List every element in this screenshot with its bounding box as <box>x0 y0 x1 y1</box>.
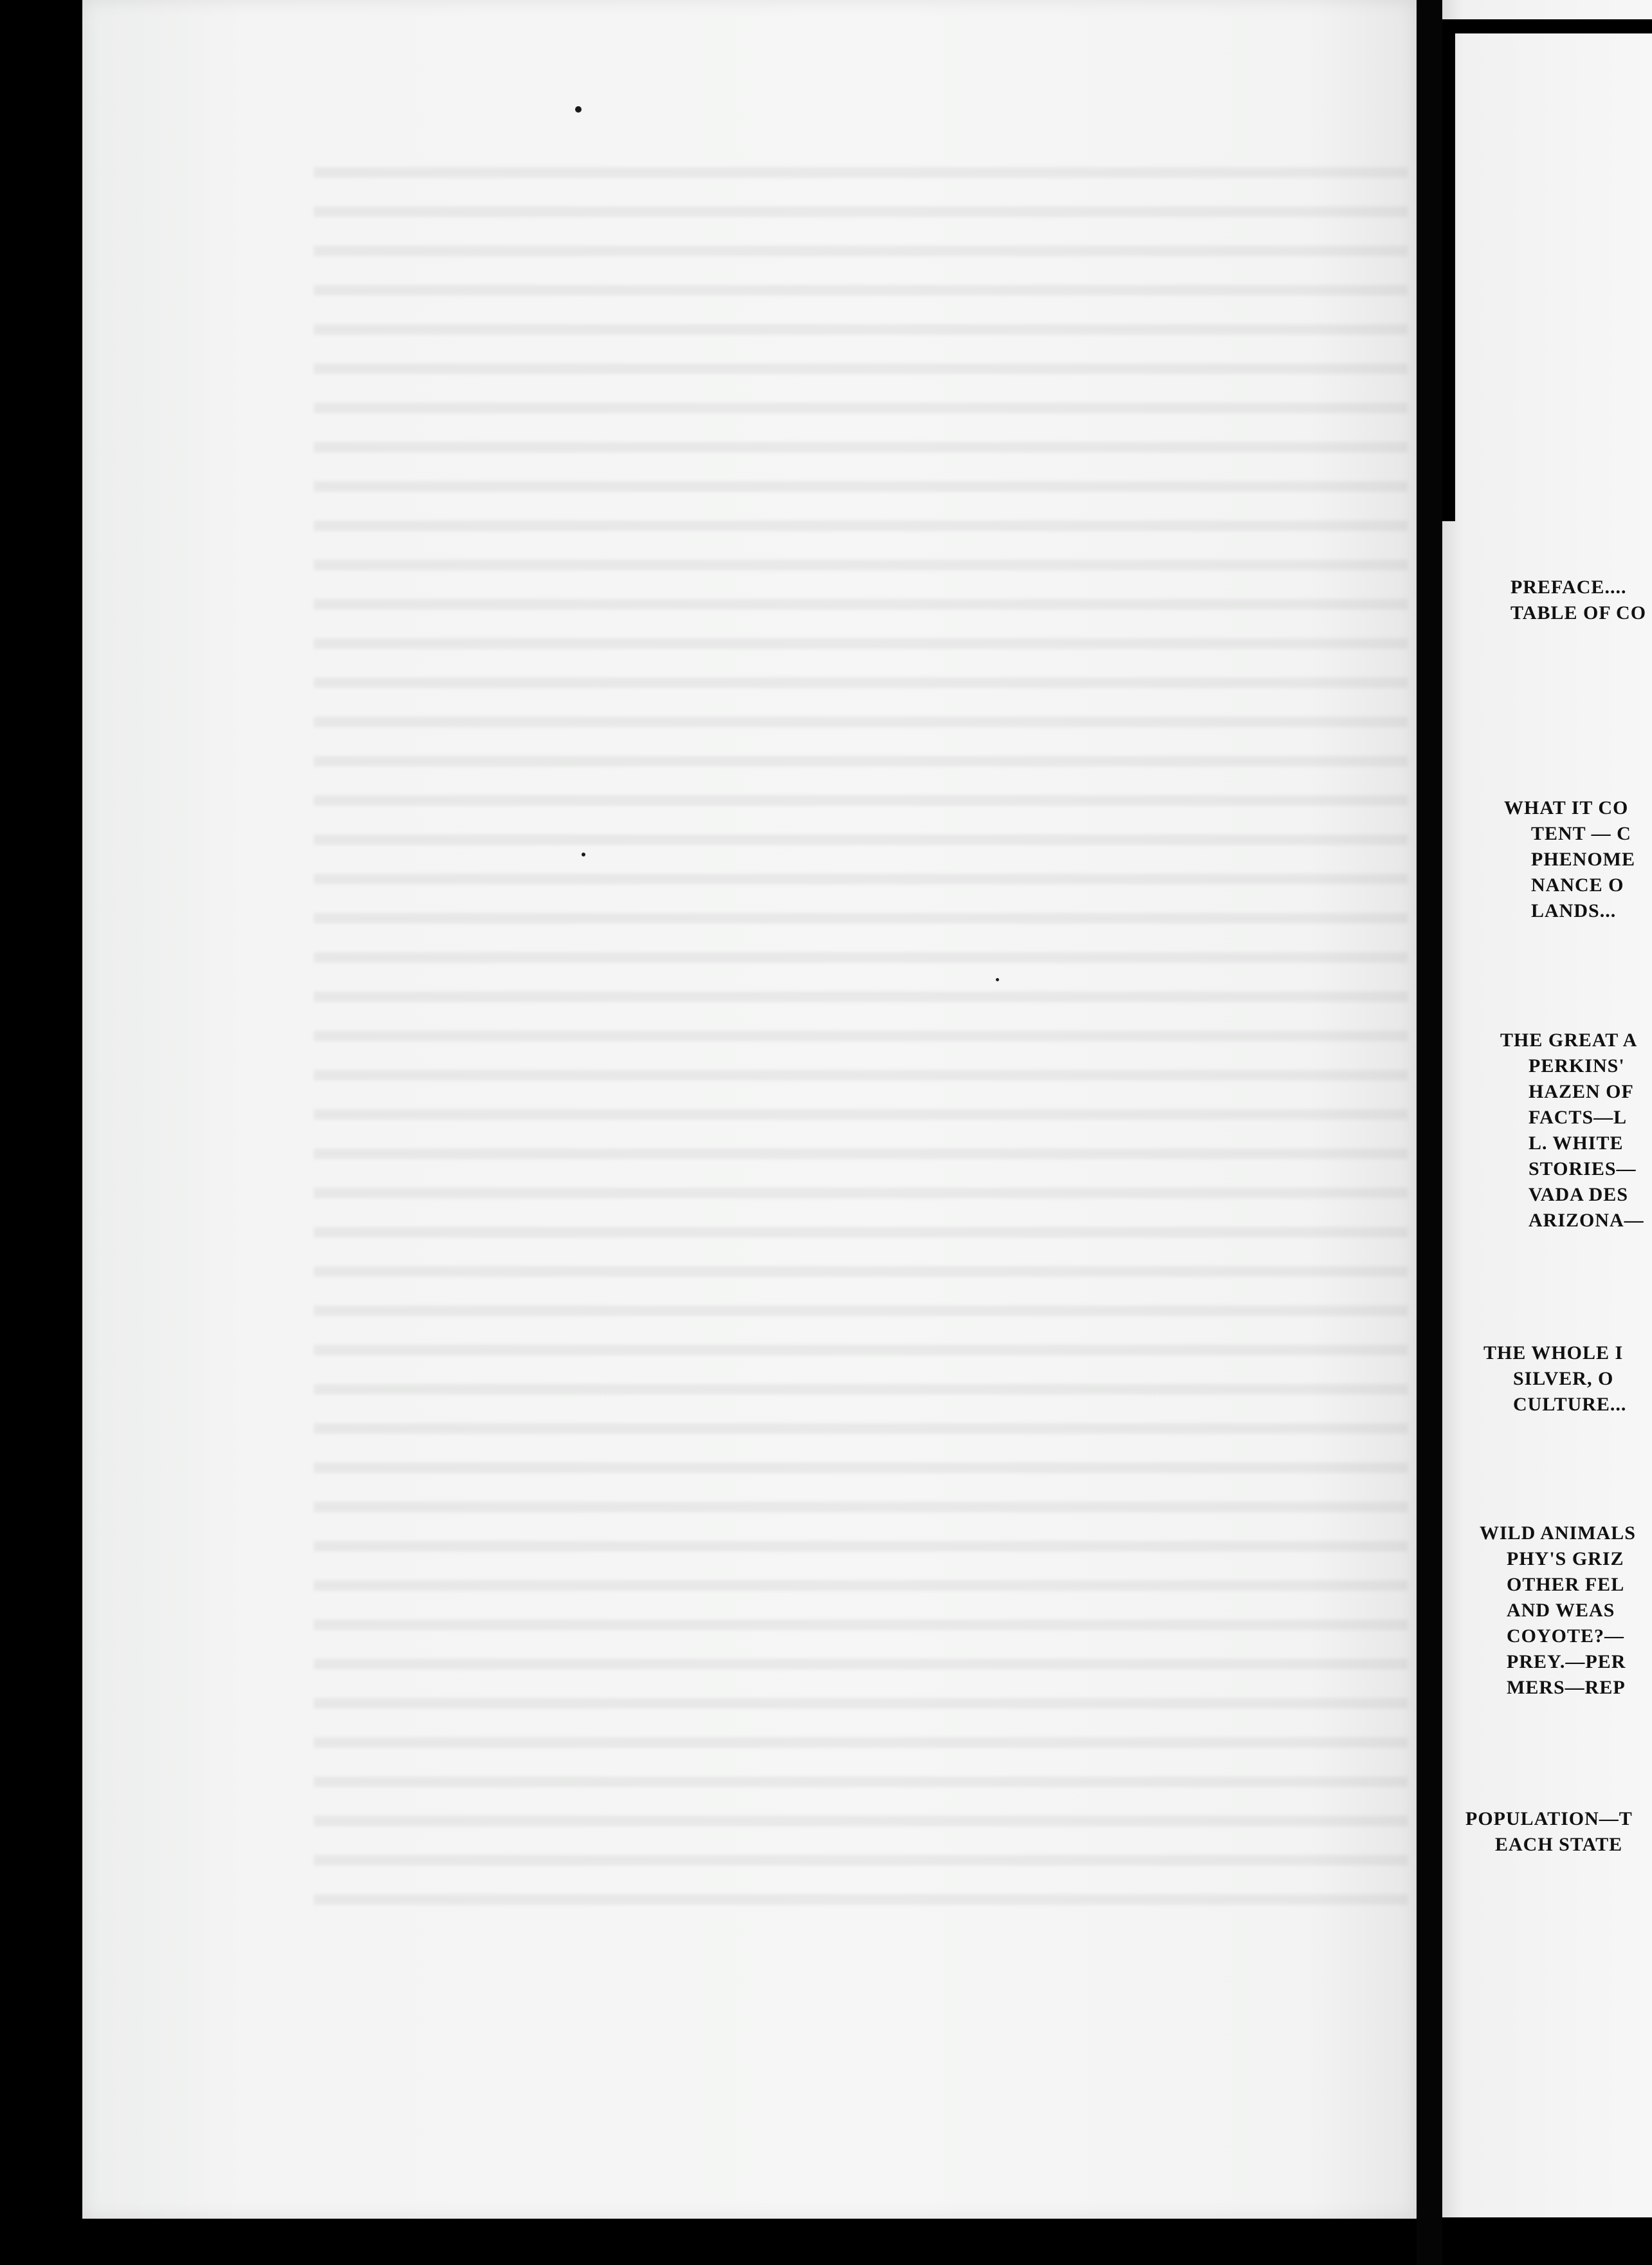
toc-entry-line: EACH STATE <box>1495 1834 1623 1855</box>
toc-entry-line: HAZEN OF <box>1528 1081 1634 1102</box>
toc-entry-wild-animals: WILD ANIMALS <box>1480 1522 1636 1544</box>
book-gutter <box>1417 0 1442 2265</box>
toc-entry-the-whole: THE WHOLE I <box>1483 1342 1624 1364</box>
toc-entry-line: OTHER FEL <box>1507 1574 1625 1595</box>
toc-entry-line: COYOTE?— <box>1507 1625 1625 1647</box>
dust-speck <box>996 978 999 981</box>
toc-entry-line: STORIES— <box>1528 1158 1637 1179</box>
toc-entry-line: PREY.—PER <box>1507 1651 1626 1672</box>
toc-entry-line: AND WEAS <box>1507 1600 1615 1621</box>
toc-entry-what-it-contains: WHAT IT CO <box>1504 797 1629 818</box>
toc-entry-line: SILVER, O <box>1513 1368 1614 1389</box>
toc-entry-line: CULTURE... <box>1513 1394 1627 1415</box>
dust-speck <box>582 853 585 856</box>
toc-entry-line: LANDS... <box>1531 900 1617 921</box>
toc-entry-line: MERS—REP <box>1507 1677 1626 1698</box>
toc-entry-line: VADA DES <box>1528 1184 1628 1205</box>
blank-verso-page <box>82 0 1417 2219</box>
toc-entry-population: POPULATION—T <box>1465 1808 1633 1829</box>
toc-entry-line: L. WHITE <box>1528 1132 1624 1154</box>
dust-speck <box>575 106 582 113</box>
toc-entry-preface: PREFACE.... <box>1510 577 1627 598</box>
toc-entry-line: PHY'S GRIZ <box>1507 1548 1624 1569</box>
toc-entry-line: NANCE O <box>1531 874 1624 896</box>
toc-entry-line: PERKINS' <box>1528 1055 1625 1077</box>
toc-entry-line: TENT — C <box>1531 823 1631 844</box>
show-through-text <box>314 167 1408 1918</box>
toc-entry-line: ARIZONA— <box>1528 1210 1644 1231</box>
contents-page <box>1442 0 1652 2265</box>
toc-entry-the-great: THE GREAT A <box>1500 1030 1638 1051</box>
page-bottom-border <box>1442 2217 1652 2265</box>
toc-entry-table-of-contents: TABLE OF CO <box>1510 602 1647 624</box>
toc-entry-line: FACTS—L <box>1528 1107 1628 1128</box>
toc-entry-line: PHENOME <box>1531 849 1635 870</box>
table-of-contents <box>1442 0 1652 2217</box>
page-bottom-border <box>0 2219 1417 2265</box>
